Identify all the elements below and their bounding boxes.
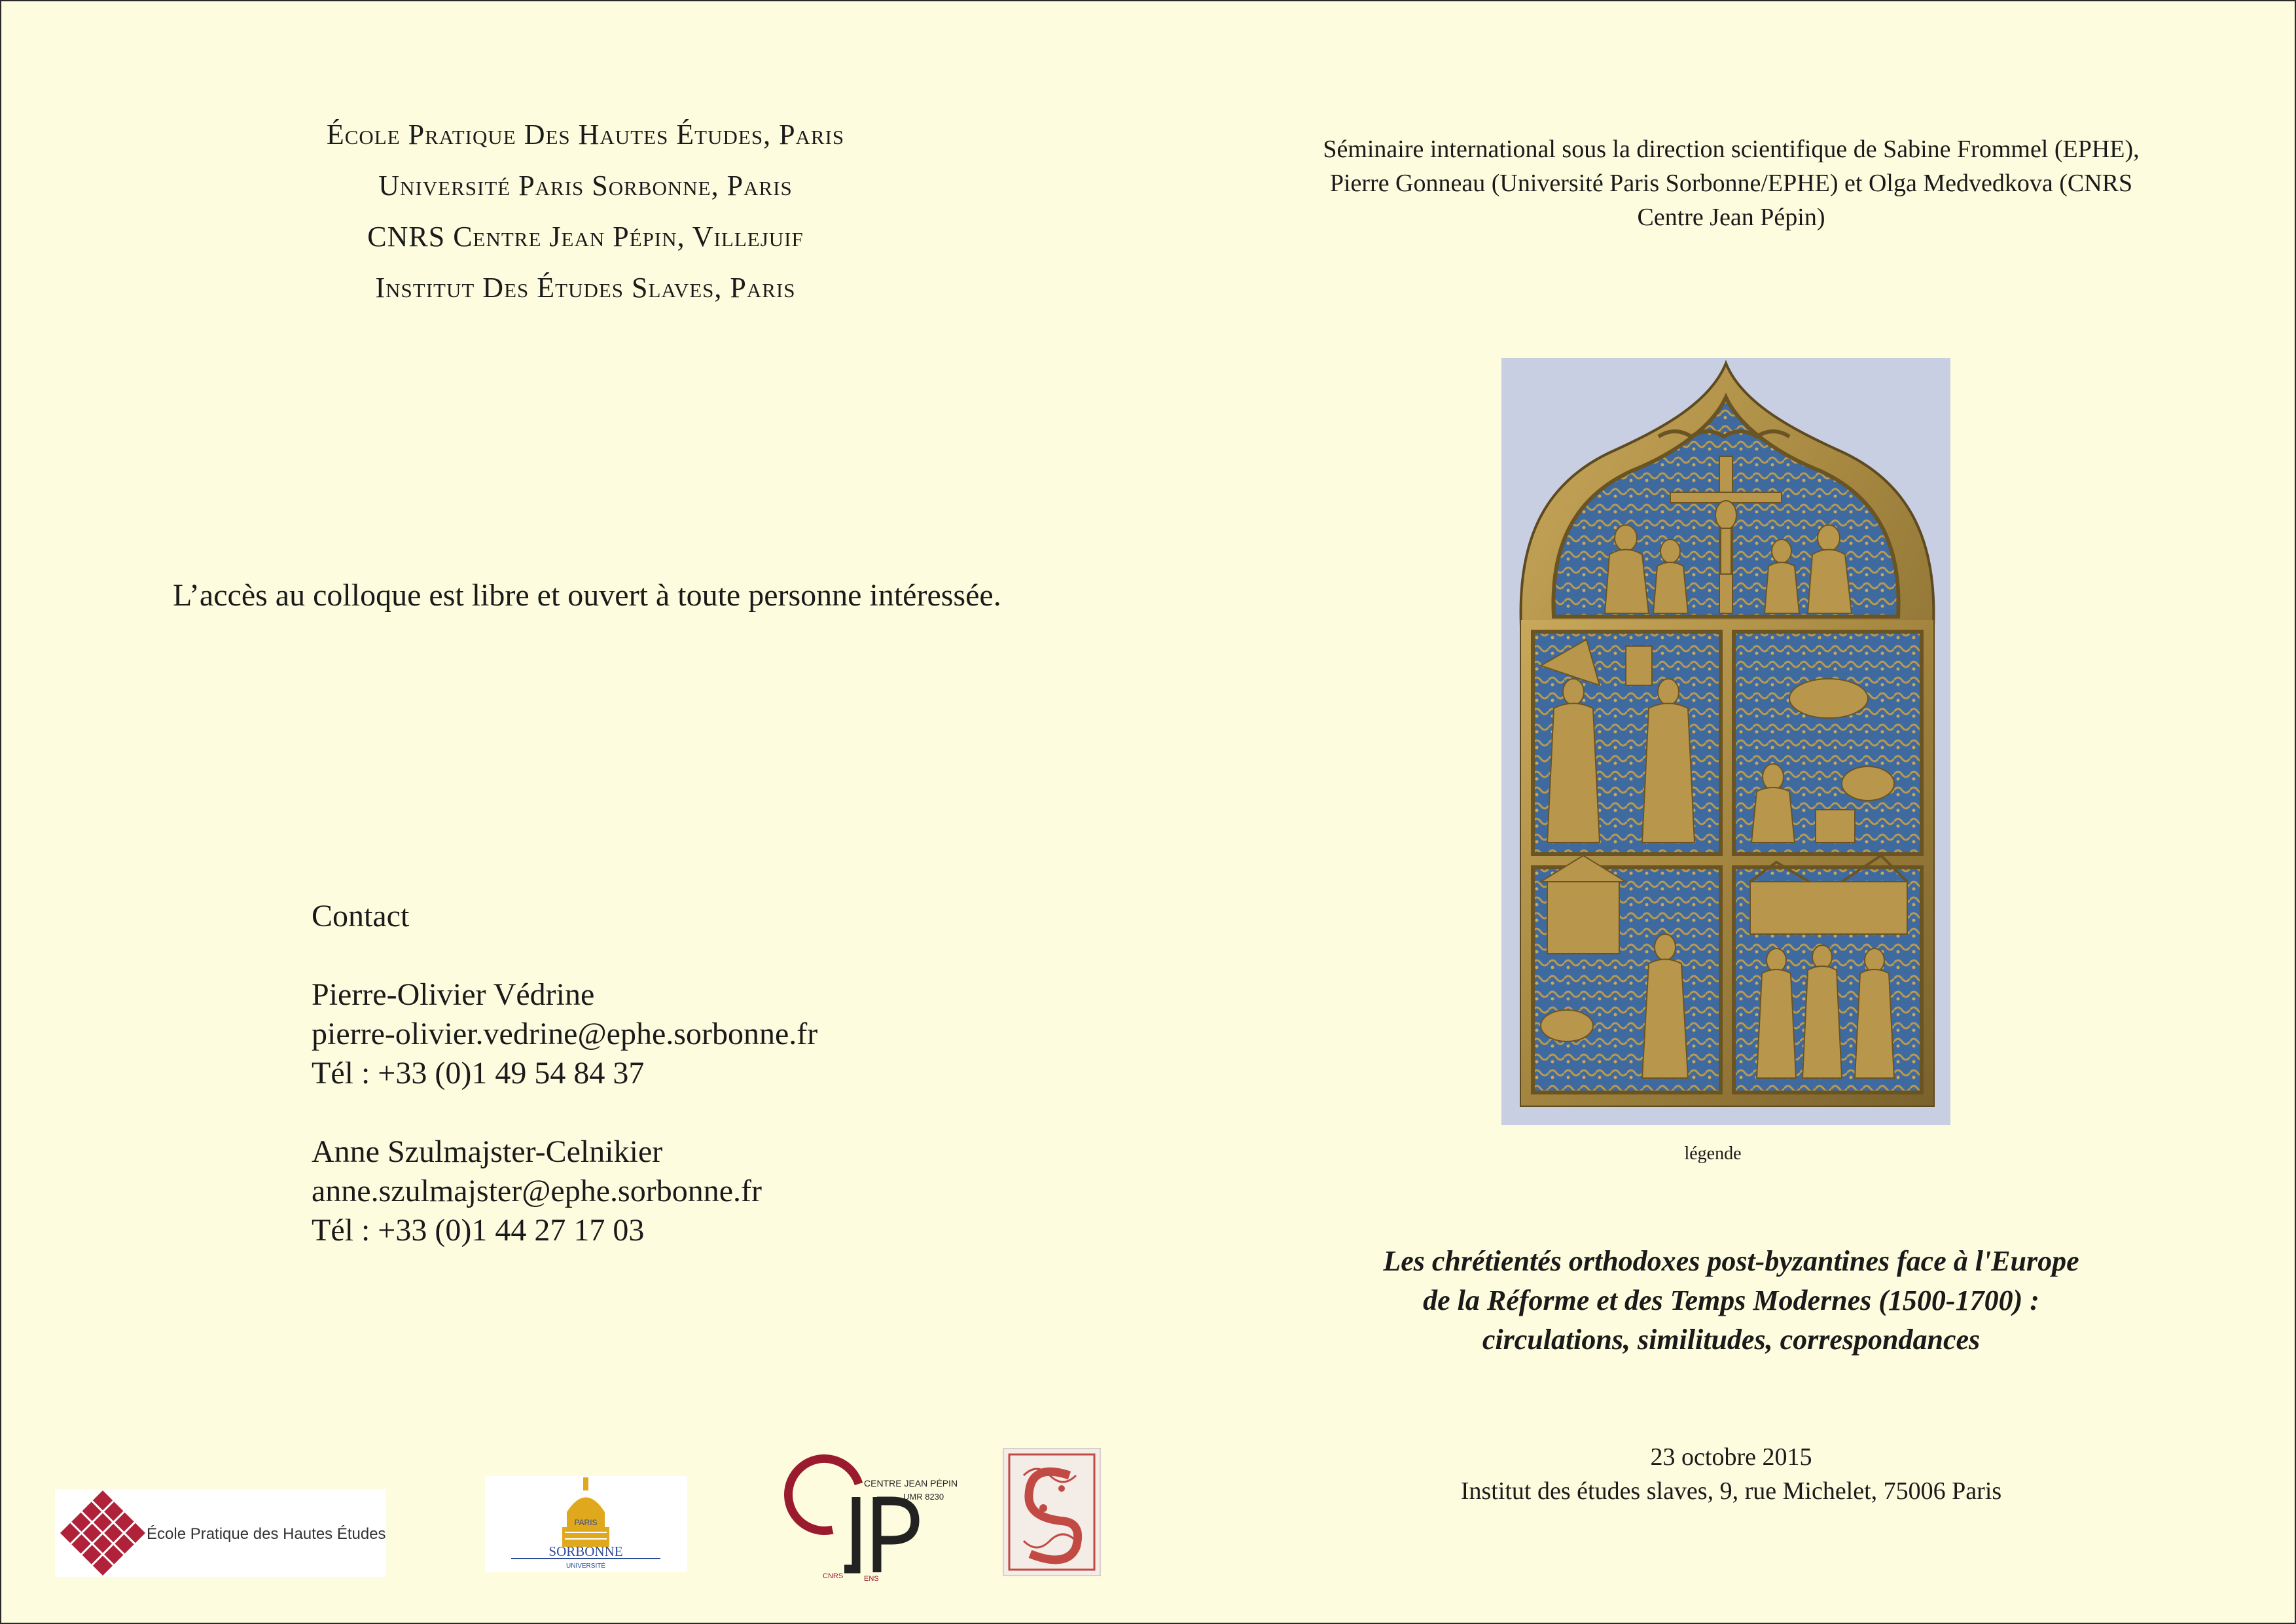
contact-2-email[interactable]: anne.szulmajster@ephe.sorbonne.fr [312,1174,762,1208]
event-venue: Institut des études slaves, 9, rue Michelet, 75006 Paris [1460,1477,2002,1505]
seminar-line-2: Pierre Gonneau (Université Paris Sorbonne/EPHE) et Olga Medvedkova (CNRS [1329,170,2133,197]
institution-cnrs: CNRS Centre Jean Pépin, Villejuif [367,221,804,253]
ies-logo [1003,1448,1101,1576]
seminar-line-1: Séminaire international sous la direction scientifique de Sabine Frommel (EPHE), [1323,135,2140,163]
title-line-3: circulations, similitudes, correspondances [1482,1324,1981,1356]
ephe-diamond-icon [55,1489,386,1577]
ephe-logo-text: École Pratique des Hautes Études [147,1525,386,1543]
colloquium-title [1237,1242,2225,1360]
cjp-monogram-icon [787,1458,958,1583]
contact-heading: Contact [312,899,410,933]
event-date: 23 octobre 2015 [1650,1443,1812,1471]
contact-1-email[interactable]: pierre-olivier.vedrine@ephe.sorbonne.fr [312,1017,818,1051]
cjp-umr-text: UMR 8230 [903,1492,944,1502]
ornamental-initial-icon [1004,1449,1100,1575]
bronze-icon-illustration [1501,358,1950,1125]
contact-2-name: Anne Szulmajster-Celnikier [312,1134,663,1169]
institution-ephe: École Pratique Des Hautes Études, Paris [326,118,845,151]
sorbonne-logo [485,1476,687,1572]
image-caption: légende [1684,1144,1742,1164]
sorbonne-dome-icon [485,1476,687,1572]
contact-1-name: Pierre-Olivier Védrine [312,977,595,1012]
sorbonne-main-text: SORBONNE [548,1543,623,1559]
contact-2-phone: Tél : +33 (0)1 44 27 17 03 [312,1213,645,1248]
cjp-cnrs-text: CNRS [823,1572,844,1580]
orthodox-icon-image [1501,358,1950,1125]
sorbonne-top-text: PARIS [574,1518,598,1527]
sorbonne-sub-text: UNIVERSITÉ [565,1562,606,1570]
title-line-1: Les chrétientés orthodoxes post-byzantines face à l'Europe [1383,1245,2079,1277]
title-line-2: de la Réforme et des Temps Modernes (1500-1700) : [1423,1284,2039,1316]
contact-1-phone: Tél : +33 (0)1 49 54 84 37 [312,1056,645,1091]
ephe-logo [55,1489,386,1577]
cjp-ens-text: ENS [864,1575,879,1583]
event-info [1237,1440,2225,1508]
seminar-direction [1237,132,2225,234]
cjp-top-text: CENTRE JEAN PÉPIN [864,1478,958,1489]
institution-ies: Institut Des Études Slaves, Paris [375,272,796,304]
contact-block [312,897,817,1250]
institution-sorbonne: Université Paris Sorbonne, Paris [378,170,793,202]
cjp-logo [787,1458,958,1583]
seminar-line-3: Centre Jean Pépin) [1637,204,1825,231]
access-note: L’accès au colloque est libre et ouvert à toute personne intéressée. [173,578,1001,613]
